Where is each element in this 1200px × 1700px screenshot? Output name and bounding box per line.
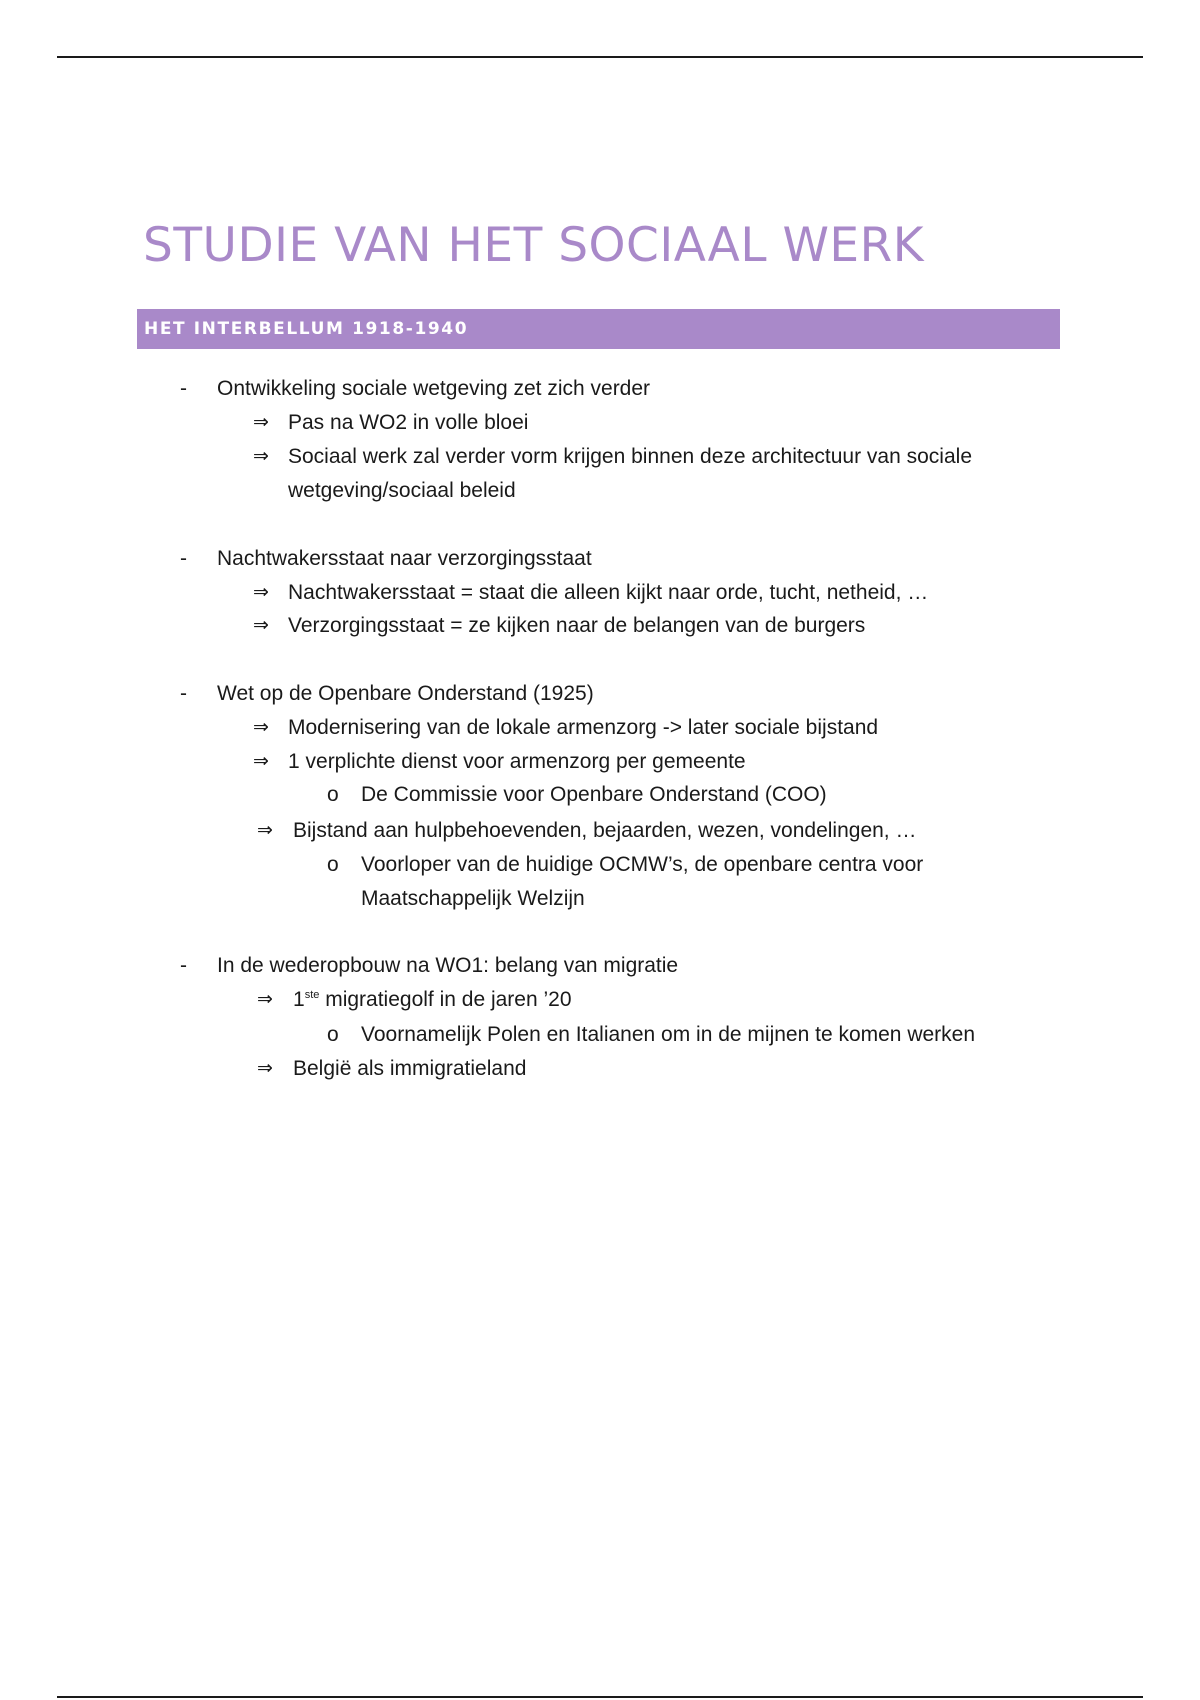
- dash-bullet: -: [180, 954, 187, 977]
- ordinal-number: 1: [293, 988, 305, 1011]
- sub-item-text: Nachtwakersstaat = staat die alleen kijkt naar orde, tucht, netheid, …: [288, 581, 929, 604]
- bullet-text: Ontwikkeling sociale wetgeving zet zich verder: [217, 377, 651, 400]
- sub-item-text-rest: migratiegolf in de jaren ’20: [319, 988, 572, 1011]
- dash-bullet: -: [180, 682, 187, 705]
- sub-sub-item-text: Voorloper van de huidige OCMW’s, de openbare centra voor: [361, 853, 924, 876]
- ordinal-suffix: ste: [304, 989, 320, 1001]
- sub-sub-item-text: De Commissie voor Openbare Onderstand (COO): [361, 783, 827, 806]
- sub-sub-item-continuation: Maatschappelijk Welzijn: [361, 887, 585, 910]
- circle-bullet: o: [327, 783, 339, 806]
- section-heading-bar: HET INTERBELLUM 1918-1940: [137, 309, 1060, 349]
- page-title: STUDIE VAN HET SOCIAAL WERK: [143, 218, 925, 273]
- arrow-icon: ⇒: [253, 582, 269, 603]
- arrow-icon: ⇒: [253, 615, 269, 636]
- dash-bullet: -: [180, 377, 187, 400]
- bullet-text: Nachtwakersstaat naar verzorgingsstaat: [217, 547, 592, 570]
- arrow-icon: ⇒: [253, 412, 269, 433]
- arrow-icon: ⇒: [257, 820, 273, 841]
- bullet-text: Wet op de Openbare Onderstand (1925): [217, 682, 594, 705]
- top-border-line: [57, 56, 1143, 58]
- sub-item-text: Pas na WO2 in volle bloei: [288, 411, 529, 434]
- bullet-text: In de wederopbouw na WO1: belang van migratie: [217, 954, 679, 977]
- sub-item-text: België als immigratieland: [293, 1057, 527, 1080]
- circle-bullet: o: [327, 853, 339, 876]
- sub-item-text: Modernisering van de lokale armenzorg -> later sociale bijstand: [288, 716, 879, 739]
- bottom-border-line: [57, 1696, 1143, 1698]
- sub-item-text: Verzorgingsstaat = ze kijken naar de belangen van de burgers: [288, 614, 866, 637]
- sub-item-text: Sociaal werk zal verder vorm krijgen binnen deze architectuur van sociale: [288, 445, 972, 468]
- arrow-icon: ⇒: [257, 1058, 273, 1079]
- arrow-icon: ⇒: [253, 717, 269, 738]
- arrow-icon: ⇒: [257, 989, 273, 1010]
- arrow-icon: ⇒: [253, 751, 269, 772]
- sub-item-text: Bijstand aan hulpbehoevenden, bejaarden, wezen, vondelingen, …: [293, 819, 917, 842]
- arrow-icon: ⇒: [253, 446, 269, 467]
- sub-sub-item-text: Voornamelijk Polen en Italianen om in de mijnen te komen werken: [361, 1023, 976, 1046]
- sub-item-text: 1 verplichte dienst voor armenzorg per gemeente: [288, 750, 746, 773]
- circle-bullet: o: [327, 1023, 339, 1046]
- sub-item-continuation: wetgeving/sociaal beleid: [288, 479, 516, 502]
- sub-item-text: [293, 983, 572, 1017]
- dash-bullet: -: [180, 547, 187, 570]
